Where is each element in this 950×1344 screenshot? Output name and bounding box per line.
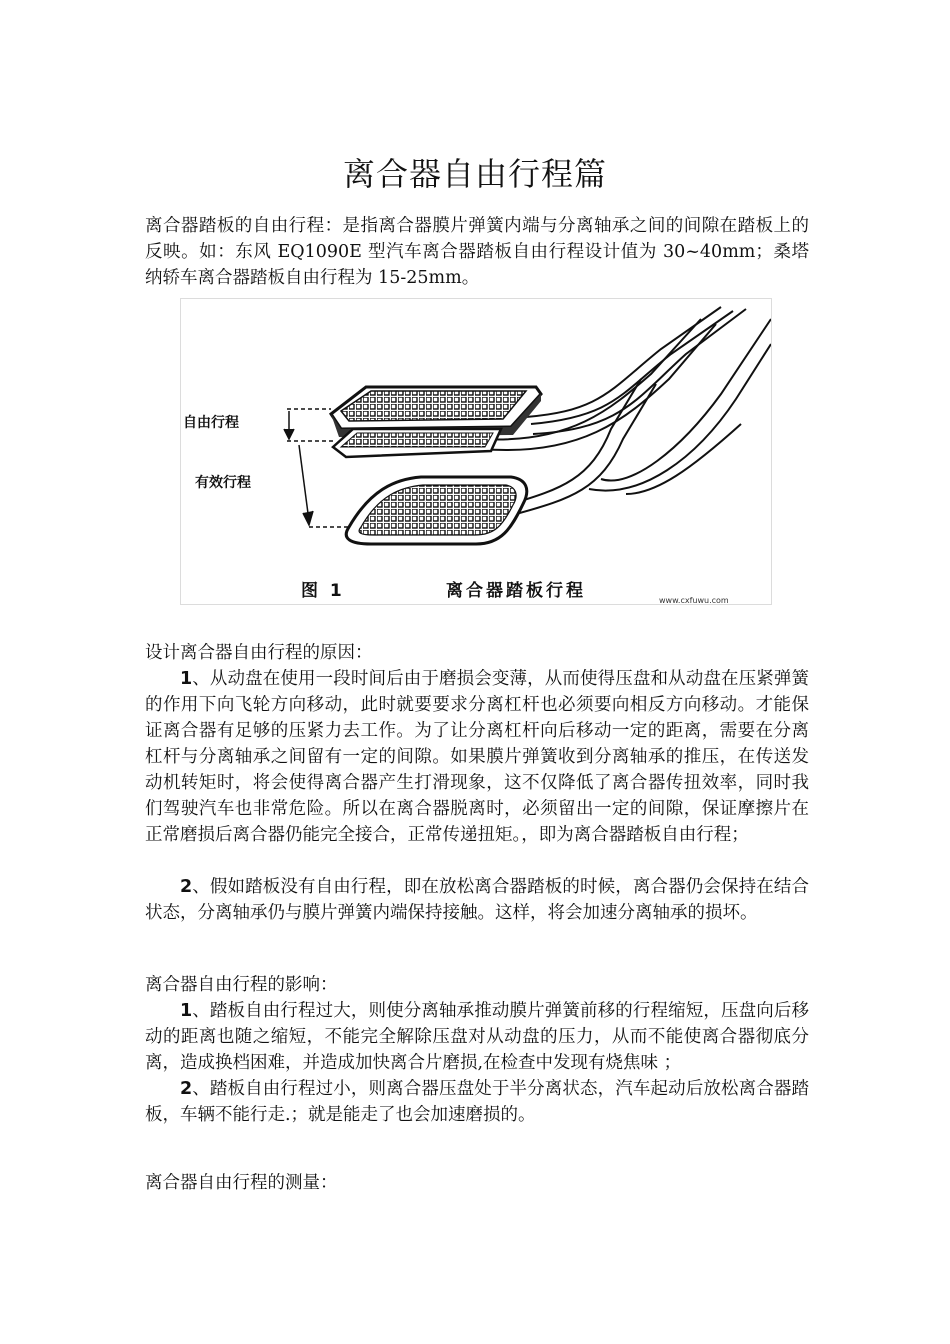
effect-item-1 — [145, 998, 809, 1076]
free-travel-label: 自由行程 — [183, 415, 239, 431]
figure-caption-number: 图 1 — [301, 581, 342, 601]
reasons-heading: 设计离合器自由行程的原因： — [145, 643, 373, 663]
effect-item-2-number: 2 — [180, 1079, 193, 1099]
reason-item-2-text: 、假如踏板没有自由行程，即在放松离合器踏板的时候，离合器仍会保持在结合状态，分离轴承仍与膜片弹簧内端保持接触。这样，将会加速分离轴承的损坏。 — [145, 877, 809, 923]
reason-item-1 — [145, 666, 809, 848]
intro-paragraph: 离合器踏板的自由行程：是指离合器膜片弹簧内端与分离轴承之间的间隙在踏板上的反映。如：东风 EQ1090E 型汽车离合器踏板自由行程设计值为 30~40mm；桑塔纳轿车离合器踏板自由行程为 15-25mm。 — [145, 216, 809, 288]
effects-heading: 离合器自由行程的影响： — [145, 975, 338, 995]
page-title: 离合器自由行程篇 — [342, 155, 607, 193]
figure-caption-text: 离合器踏板行程 — [446, 581, 586, 601]
clutch-pedal-diagram — [181, 299, 771, 604]
figure-watermark: www.cxfuwu.com — [659, 596, 729, 604]
effective-travel-label: 有效行程 — [195, 475, 251, 491]
effect-item-2-text: 、踏板自由行程过小，则离合器压盘处于半分离状态，汽车起动后放松离合器踏板，车辆不能行走.；就是能走了也会加速磨损的。 — [145, 1079, 809, 1125]
effect-item-1-text: 、踏板自由行程过大，则使分离轴承推动膜片弹簧前移的行程缩短，压盘向后移动的距离也随之缩短，不能完全解除压盘对从动盘的压力，从而不能使离合器彻底分离，造成换档困难，并造成加快离合片磨损,在检查中发现有烧焦味 ； — [145, 1001, 809, 1073]
clutch-pedal-figure — [180, 298, 772, 605]
measurement-heading: 离合器自由行程的测量： — [145, 1173, 338, 1193]
reason-item-1-text: 、从动盘在使用一段时间后由于磨损会变薄，从而使得压盘和从动盘在压紧弹簧的作用下向飞轮方向移动，此时就要要求分离杠杆也必须要向相反方向移动。才能保证离合器有足够的压紧力去工作。为了让分离杠杆向后移动一定的距离，需要在分离杠杆与分离轴承之间留有一定的间隙。如果膜片弹簧收到分离轴承的推压，在传送发动机转矩时，将会使得离合器产生打滑现象，这不仅降低了离合器传扭效率，同时我们驾驶汽车也非常危险。所以在离合器脱离时，必须留出一定的间隙，保证摩擦片在正常磨损后离合器仍能完全接合，正常传递扭矩。，即为离合器踏板自由行程； — [145, 669, 809, 845]
reason-item-2-number: 2 — [180, 877, 193, 897]
pedal-free-travel-end — [333, 429, 501, 457]
effect-item-1-number: 1 — [180, 1001, 193, 1021]
pedal-depressed — [346, 477, 527, 544]
effect-item-2 — [145, 1076, 809, 1128]
reason-item-2 — [145, 874, 809, 926]
reason-item-1-number: 1 — [180, 669, 193, 689]
